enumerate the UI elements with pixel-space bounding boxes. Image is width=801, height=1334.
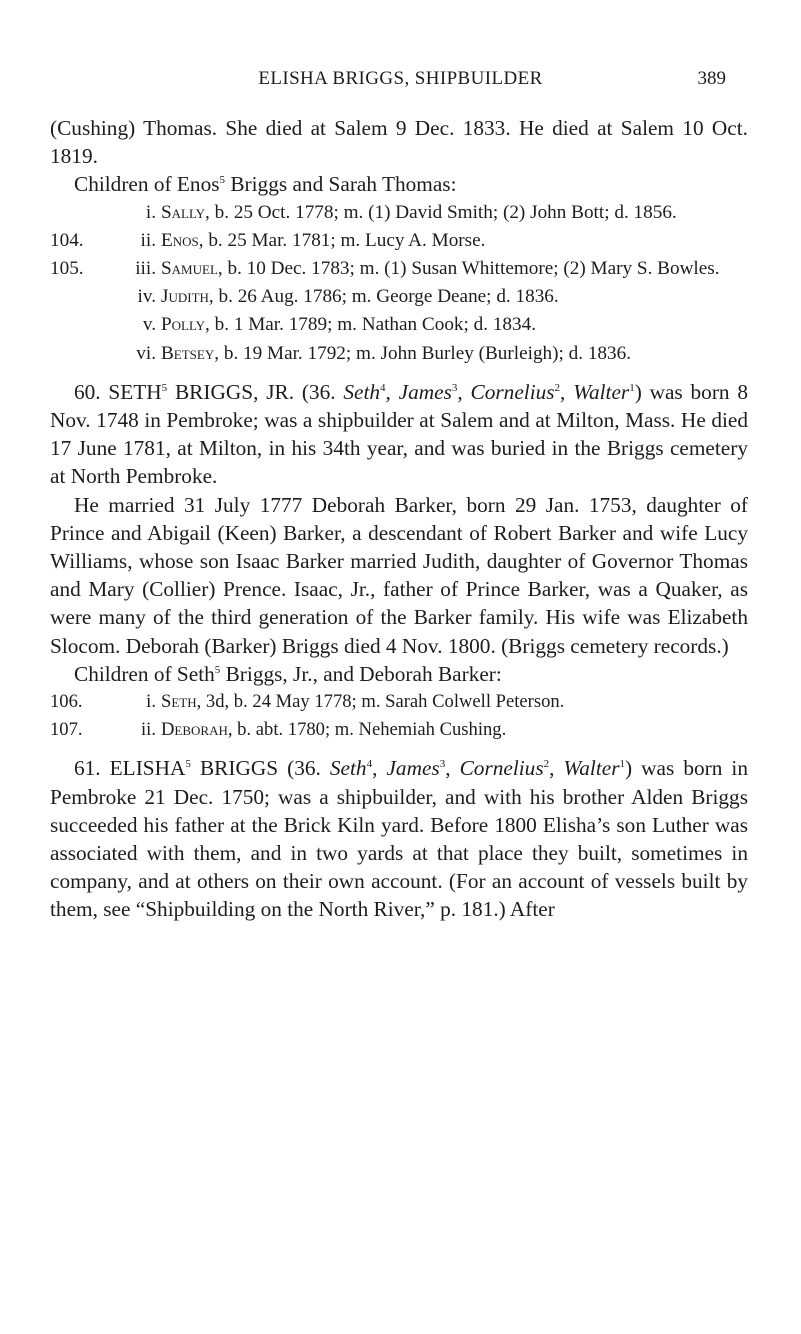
- child-entry: [50, 283, 748, 311]
- heading-text: Children of Seth: [74, 661, 215, 686]
- ancestor-name: James: [398, 379, 452, 404]
- seth-biography: 60. SETH$^5$ BRIGGS, JR. (36. Seth$^4$, James$^3$, Cornelius$^2$, Walter$^1$) was born 8 Nov. 1748 in Pembroke; was a shipbuilder at Salem and at Milton, Mass. He died 17 June 1781, at Milton, in his 34th year, and was buried in the Briggs cemetery at North Pembroke.: [50, 379, 749, 489]
- roman-numeral: ii.: [140, 229, 156, 251]
- generation-sup: 3: [451, 381, 458, 394]
- child-entry: [50, 688, 748, 716]
- child-entry: [50, 227, 748, 255]
- heading-text: Briggs and Sarah Thomas:: [225, 172, 457, 197]
- ancestor-name: James: [386, 756, 440, 781]
- running-head: [0, 64, 801, 94]
- child-details: b. 25 Mar. 1781; m. Lucy A. Morse.: [203, 229, 486, 251]
- section-gap: [50, 368, 748, 378]
- ancestor-name: Walter: [573, 379, 630, 404]
- biography-text: ) was born 8 Nov. 1748 in Pembroke; was a shipbuilder at Salem and at Milton, Mass. He died 17 June 1781, at Milton, in his 34th year, and was buried in the Briggs cemetery at North Pembroke.: [50, 379, 749, 489]
- roman-numeral: iv.: [137, 286, 156, 308]
- children-list-enos: [50, 199, 748, 368]
- ancestor-name: Walter: [563, 756, 620, 781]
- running-head-title: ELISHA BRIGGS, SHIPBUILDER: [258, 68, 543, 89]
- child-entry: [50, 340, 748, 368]
- child-entry: [50, 311, 748, 339]
- page-number: 389: [697, 68, 726, 89]
- entry-lead: BRIGGS, JR. (36.: [167, 379, 344, 404]
- roman-numeral: i.: [146, 691, 156, 713]
- ancestor-name: Seth: [343, 379, 381, 404]
- child-name: Samuel,: [161, 258, 223, 280]
- roman-numeral: i.: [145, 201, 156, 223]
- ancestor-name: Cornelius: [470, 379, 555, 404]
- entry-lead: 61. ELISHA: [74, 756, 186, 781]
- entry-number: 105.: [50, 258, 84, 280]
- child-entry: [50, 255, 748, 283]
- child-name: Deborah,: [161, 719, 233, 741]
- child-name: Enos,: [161, 229, 204, 251]
- heading-text: Children of Enos: [74, 172, 220, 197]
- opening-paragraph: (Cushing) Thomas. She died at Salem 9 Dec. 1833. He died at Salem 10 Oct. 1819.: [50, 116, 748, 169]
- roman-numeral: v.: [142, 314, 156, 336]
- entry-lead: 60. SETH: [74, 379, 162, 404]
- child-details: b. 26 Aug. 1786; m. George Deane; d. 1836.: [213, 286, 559, 308]
- roman-numeral: vi.: [136, 342, 156, 364]
- generation-sup: 3: [439, 758, 446, 771]
- elisha-biography: 61. ELISHA$^5$ BRIGGS (36. Seth$^4$, James$^3$, Cornelius$^2$, Walter$^1$) was born in Pembroke 21 Dec. 1750; was a shipbuilder, and with his brother Alden Briggs succeeded his father at the Brick Kiln yard. Before 1800 Elisha’s son Luther was associated with them, and in two yards at that place they built, sometimes in company, and at others on their own account. (For an account of vessels built by them, see “Shipbuilding on the North River,” p. 181.) After: [50, 756, 749, 922]
- body-text: [50, 114, 748, 924]
- child-name: Sally,: [161, 201, 210, 223]
- section-gap: [50, 744, 748, 754]
- generation-sup: 2: [543, 758, 550, 771]
- biography-text: ) was born in Pembroke 21 Dec. 1750; was a shipbuilder, and with his brother Alden Briggs succeeded his father at the Brick Kiln yard. Before 1800 Elisha’s son Luther was associated with them, and in two yards at that place they built, sometimes in company, and at others on their own account. (For an account of vessels built by them, see “Shipbuilding on the North River,” p. 181.) After: [50, 756, 749, 922]
- child-name: Judith,: [161, 286, 214, 308]
- entry-number: 106.: [50, 691, 83, 713]
- ancestor-name: Seth: [329, 756, 367, 781]
- child-entry: [50, 716, 748, 744]
- generation-sup: 5: [219, 174, 226, 187]
- child-name: Polly,: [161, 314, 210, 336]
- generation-sup: 1: [629, 381, 635, 394]
- generation-sup: 2: [554, 381, 561, 394]
- child-name: Betsey,: [161, 342, 220, 364]
- generation-sup: 4: [366, 758, 373, 771]
- generation-sup: 5: [214, 663, 221, 676]
- heading-text: Briggs, Jr., and Deborah Barker:: [220, 661, 502, 686]
- child-details: b. 25 Oct. 1778; m. (1) David Smith; (2) John Bott; d. 1856.: [209, 201, 677, 223]
- children-list-seth: [50, 688, 748, 744]
- child-details: b. abt. 1780; m. Nehemiah Cushing.: [232, 719, 507, 741]
- entry-lead: BRIGGS (36.: [190, 756, 330, 781]
- seth-marriage-paragraph: He married 31 July 1777 Deborah Barker, born 29 Jan. 1753, daughter of Prince and Abigail (Keen) Barker, a descendant of Robert Barker and wife Lucy Williams, whose son Isaac Barker married Judith, daughter of Governor Thomas and Mary (Collier) Prence. Isaac, Jr., father of Prince Barker, was a Quaker, as were many of the third generation of the Barker family. His wife was Elizabeth Slocom. Deborah (Barker) Briggs died 4 Nov. 1800. (Briggs cemetery records.): [50, 492, 748, 658]
- roman-numeral: ii.: [141, 719, 156, 741]
- generation-sup: 4: [380, 381, 386, 394]
- generation-sup: 5: [161, 381, 168, 394]
- child-details: b. 10 Dec. 1783; m. (1) Susan Whittemore; (2) Mary S. Bowles.: [222, 258, 720, 280]
- child-name: Seth,: [161, 691, 202, 713]
- child-entry: [50, 199, 748, 227]
- child-details: b. 19 Mar. 1792; m. John Burley (Burleigh); d. 1836.: [219, 342, 632, 364]
- generation-sup: 1: [619, 758, 626, 771]
- entry-number: 104.: [50, 229, 84, 251]
- entry-number: 107.: [50, 719, 83, 741]
- child-details: 3d, b. 24 May 1778; m. Sarah Colwell Peterson.: [201, 691, 565, 713]
- children-heading-enos: [50, 170, 748, 198]
- children-heading-seth: [50, 660, 748, 688]
- child-details: b. 1 Mar. 1789; m. Nathan Cook; d. 1834.: [209, 314, 536, 336]
- roman-numeral: iii.: [135, 258, 156, 280]
- generation-sup: 5: [185, 758, 191, 771]
- ancestor-name: Cornelius: [459, 756, 544, 781]
